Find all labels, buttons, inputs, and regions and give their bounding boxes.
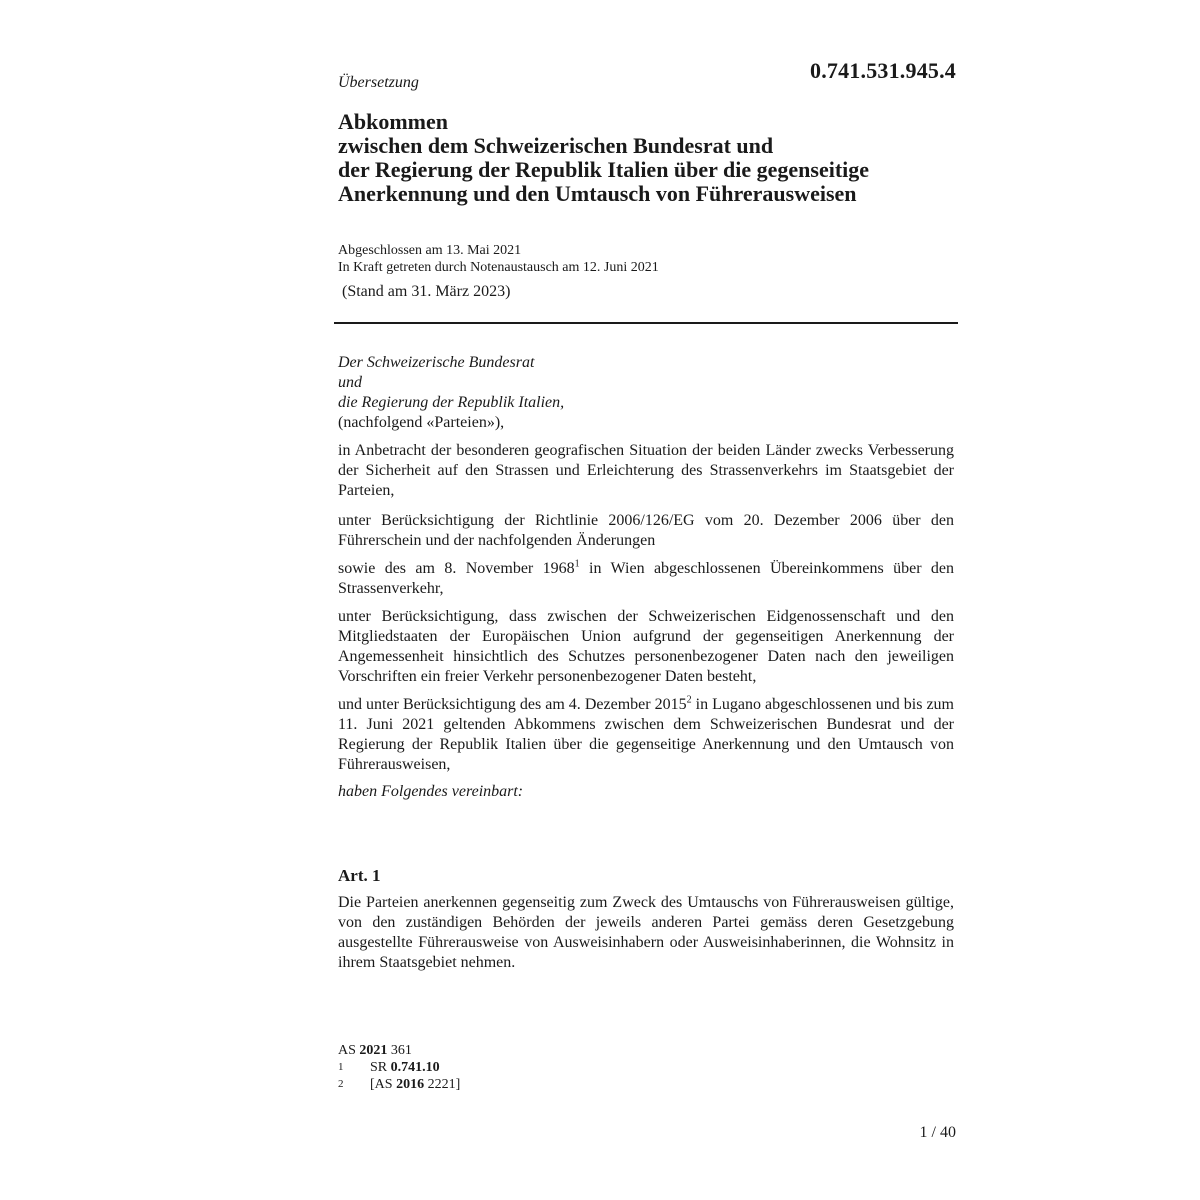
preamble-closing: haben Folgendes vereinbart: [338,783,524,800]
article-heading: Art. 1 [338,866,381,885]
header-divider [334,322,958,324]
party-italian-government: die Regierung der Republik Italien, [338,394,565,411]
page-number: 1 / 40 [919,1124,956,1141]
paragraph-text: sowie des am 8. November 1968 [338,560,575,577]
document-meta [338,242,659,276]
concluded-date: Abgeschlossen am 13. Mai 2021 [338,243,522,258]
article-text: Die Parteien anerkennen gegenseitig zum Zweck des Umtauschs von Führerausweisen gültige, von den zuständigen Behörden der jeweils anderen Partei gemäss deren Gesetzgebung ausgestellte Führerausweise von Ausweisinhabern oder Ausweisinhaberinnen, die Wohnsitz in ihrem Staatsgebiet nehmen. [338,894,954,971]
in-force-date: In Kraft getreten durch Notenaustausch am 12. Juni 2021 [338,260,659,275]
title-line: Abkommen [338,109,449,134]
title-line: Anerkennung und den Umtausch von Führerausweisen [338,181,857,206]
footnote-ref-2[interactable]: 2 [686,694,692,706]
preamble-paragraph: in Anbetracht der besonderen geografischen Situation der beiden Länder zwecks Verbesserung der Sicherheit auf den Strassen und Erleichterung des Strassenverkehrs im Staatsgebiet der Parteien, [338,442,954,499]
footnote-number: 2 [338,1078,344,1090]
paragraph-text: in Lugano abgeschlossenen und bis zum 11. Juni 2021 geltenden Abkommens zwischen dem Schweizerischen Bundesrat und der Regierung der Republik Italien über die gegenseitige Anerkennung und den Umtausch von Führerausweisen, [338,696,954,773]
preamble-paragraph: unter Berücksichtigung der Richtlinie 2006/126/EG vom 20. Dezember 2006 über den Führerschein und der nachfolgenden Änderungen [338,512,954,549]
footnote-2: 2 [AS 2016 2221] [338,1077,461,1092]
status-date: (Stand am 31. März 2023) [342,283,511,300]
title-line: zwischen dem Schweizerischen Bundesrat und [338,133,774,158]
party-conjunction: und [338,374,362,391]
translation-label: Übersetzung [338,74,419,91]
paragraph-text: in Wien abgeschlossenen Übereinkommens über den Strassenverkehr, [338,560,955,597]
parties-definition: (nachfolgend «Parteien»), [338,414,505,431]
as-reference: AS 2021 361 [338,1043,412,1058]
preamble-paragraph [338,559,954,599]
preamble-paragraph [338,695,954,775]
footnote-link[interactable]: 2016 [396,1077,425,1092]
sr-number: 0.741.531.945.4 [810,58,956,83]
preamble-parties [338,353,564,433]
footnote-ref-1[interactable]: 1 [574,558,580,570]
footnotes [338,1042,460,1093]
paragraph-text: und unter Berücksichtigung des am 4. Dezember 2015 [338,696,687,713]
preamble-paragraph: unter Berücksichtigung, dass zwischen der Schweizerischen Eidgenossenschaft und den Mitgliedstaaten der Europäischen Union aufgrund der gegenseitigen Anerkennung der Angemessenheit hinsichtlich des Schutzes personenbezogener Daten nach den jeweiligen Vorschriften ein freier Verkehr personenbezogener Daten besteht, [338,608,954,685]
footnote-number: 1 [338,1061,344,1073]
footnote-link[interactable]: 0.741.10 [390,1060,440,1075]
title-line: der Regierung der Republik Italien über die gegenseitige [338,157,870,182]
party-swiss-federal-council: Der Schweizerische Bundesrat [338,354,535,371]
document-title [338,110,978,206]
footnote-1: 1 SR 0.741.10 [338,1060,440,1075]
